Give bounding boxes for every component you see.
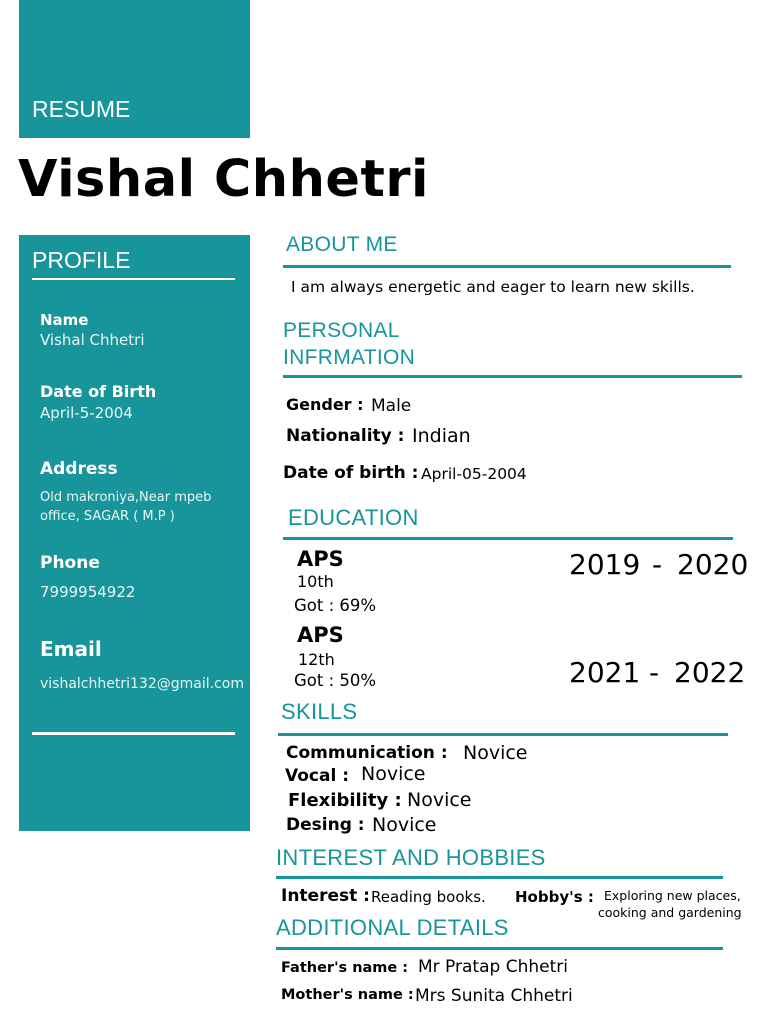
edu-year-start: 2021 (569, 656, 641, 689)
mother-value: Mrs Sunita Chhetri (415, 986, 573, 1006)
about-text: I am always energetic and eager to learn new skills. (291, 278, 695, 296)
personal-dob-value: April-05-2004 (421, 465, 527, 483)
interests-title: INTEREST AND HOBBIES (276, 845, 546, 870)
skills-title: SKILLS (281, 699, 358, 724)
about-divider (283, 265, 731, 268)
phone-label: Phone (40, 553, 100, 573)
profile-divider (32, 278, 235, 280)
personal-title-line1: PERSONAL (283, 319, 400, 342)
personal-divider (283, 375, 742, 378)
skills-divider (278, 733, 728, 736)
edu-year-end: 2022 (674, 656, 746, 689)
edu-score: Got : 50% (294, 671, 377, 690)
sidebar-bottom-divider (32, 732, 235, 735)
name-value: Vishal Chhetri (40, 331, 145, 349)
dob-value: April-5-2004 (40, 404, 133, 422)
name-label: Name (40, 311, 89, 329)
gender-value: Male (371, 396, 412, 416)
personal-dob-label: Date of birth : (283, 463, 419, 483)
skill-label: Desing : (286, 815, 365, 835)
address-value: Old makroniya,Near mpeb office, SAGAR ( M.P ) (40, 490, 212, 524)
hobby-value-line1: Exploring new places, (604, 888, 741, 903)
email-value: vishalchhetri132@gmail.com (40, 676, 244, 692)
education-divider (283, 537, 733, 540)
edu-year-separator: - (652, 548, 663, 581)
phone-value: 7999954922 (40, 583, 136, 601)
resume-label: RESUME (32, 96, 131, 122)
gender-label: Gender : (286, 395, 364, 414)
father-value: Mr Pratap Chhetri (418, 957, 568, 977)
interests-divider (276, 876, 723, 879)
edu-year-end: 2020 (677, 548, 749, 581)
mother-label: Mother's name : (281, 987, 414, 1003)
candidate-name: Vishal Chhetri (18, 150, 430, 209)
edu-year-separator: - (649, 656, 660, 689)
hobby-label: Hobby's : (515, 888, 594, 906)
additional-title: ADDITIONAL DETAILS (276, 915, 509, 940)
dob-label: Date of Birth (40, 382, 157, 401)
nationality-label: Nationality : (286, 426, 405, 446)
hobby-value-line2: cooking and gardening (598, 905, 742, 920)
skill-label: Vocal : (285, 766, 349, 786)
interest-label: Interest : (281, 886, 370, 906)
skill-label: Flexibility : (288, 790, 402, 811)
personal-title-line2: INFRMATION (283, 346, 416, 369)
father-label: Father's name : (281, 960, 409, 976)
edu-school: APS (297, 623, 344, 647)
edu-score: Got : 69% (294, 596, 377, 615)
skill-value: Novice (463, 742, 528, 764)
address-label: Address (40, 459, 118, 479)
skill-value: Novice (407, 789, 472, 811)
skill-value: Novice (372, 814, 437, 836)
edu-year-start: 2019 (569, 548, 641, 581)
interest-value: Reading books. (371, 888, 486, 906)
skill-value: Novice (361, 763, 426, 785)
nationality-value: Indian (412, 425, 471, 447)
about-title: ABOUT ME (286, 233, 398, 256)
edu-school: APS (297, 547, 344, 571)
email-label: Email (40, 637, 102, 661)
edu-grade: 10th (297, 572, 334, 591)
education-title: EDUCATION (288, 505, 419, 530)
edu-grade: 12th (298, 650, 335, 669)
skill-label: Communication : (286, 743, 448, 763)
additional-divider (276, 947, 723, 950)
profile-title: PROFILE (32, 247, 131, 273)
